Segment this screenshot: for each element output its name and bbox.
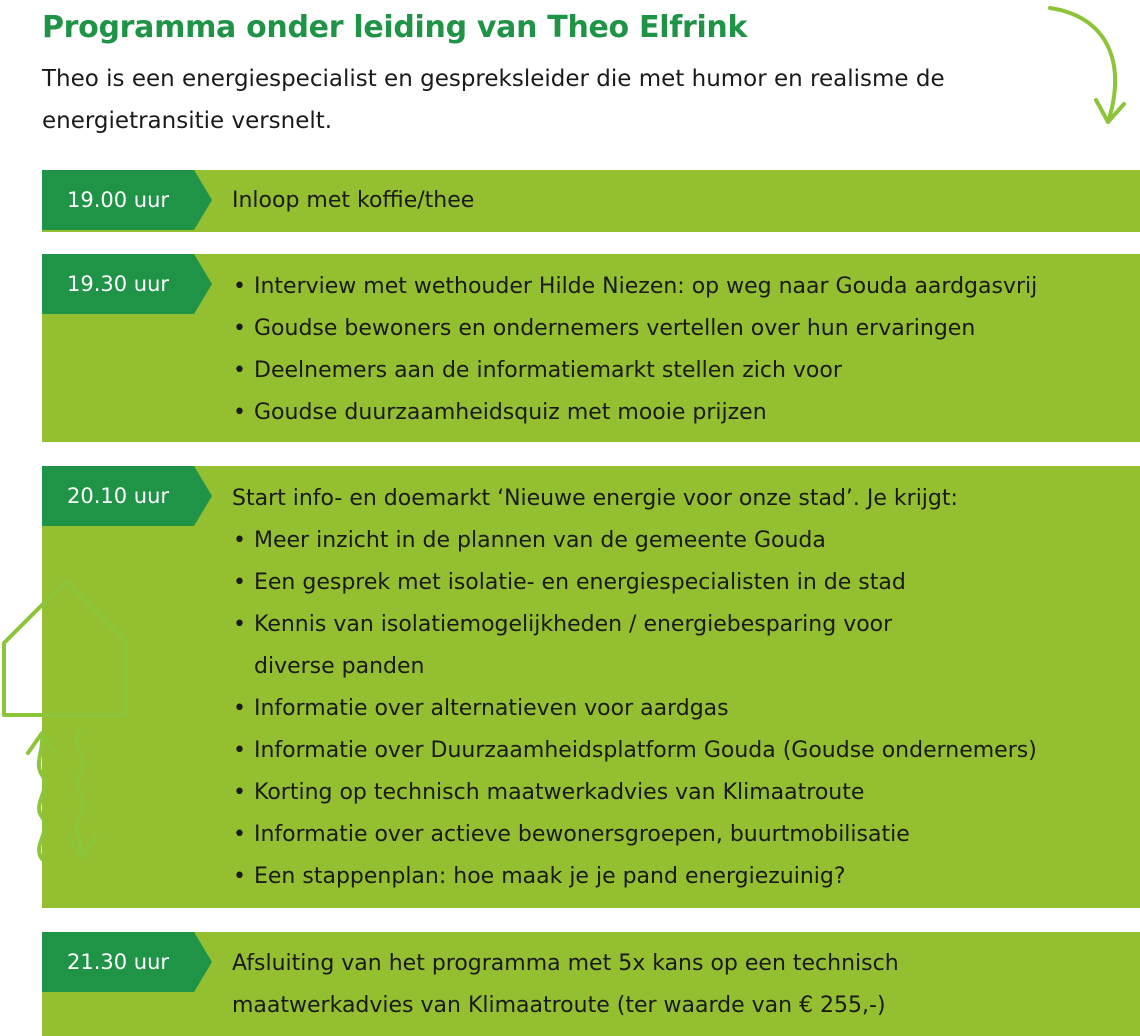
bullet-icon: •: [233, 696, 246, 721]
schedule-block-2130: [42, 932, 1140, 1036]
bullet-icon: •: [233, 316, 246, 341]
time-arrow: [194, 932, 212, 992]
list-item: • Interview met wethouder Hilde Niezen: op weg naar Gouda aardgasvrij: [232, 266, 1128, 308]
list-item: • Deelnemers aan de informatiemarkt stellen zich voor: [232, 350, 1128, 392]
list-item: • Informatie over alternatieven voor aardgas: [232, 688, 1128, 730]
time-label: 19.00 uur: [66, 188, 170, 212]
bullet-list: [232, 266, 1128, 434]
list-item: • Korting op technisch maatwerkadvies van Klimaatroute: [232, 772, 1128, 814]
block-text: Start info- en doemarkt ‘Nieuwe energie voor onze stad’. Je krijgt:: [232, 486, 958, 511]
bullet-icon: •: [233, 358, 246, 383]
list-item: • Kennis van isolatiemogelijkheden / energiebesparing voor diverse panden: [232, 604, 1128, 688]
bullet-icon: •: [233, 738, 246, 763]
time-arrow: [194, 170, 212, 230]
list-item: • Informatie over actieve bewonersgroepen, buurtmobilisatie: [232, 814, 1128, 856]
time-label: 19.30 uur: [66, 272, 170, 296]
block-text-line: Afsluiting van het programma met 5x kans op een technisch: [232, 951, 899, 976]
list-item: • Goudse duurzaamheidsquiz met mooie prijzen: [232, 392, 1128, 434]
bullet-icon: •: [233, 570, 246, 595]
bullet-icon: •: [233, 528, 246, 553]
list-item: • Een gesprek met isolatie- en energiespecialisten in de stad: [232, 562, 1128, 604]
list-item: • Informatie over Duurzaamheidsplatform Gouda (Goudse ondernemers): [232, 730, 1128, 772]
bullet-icon: •: [233, 822, 246, 847]
block-content: [232, 266, 1128, 434]
bullet-icon: •: [233, 612, 246, 637]
bullet-icon: •: [233, 864, 246, 889]
list-item: • Goudse bewoners en ondernemers vertellen over hun ervaringen: [232, 308, 1128, 350]
block-content: [232, 943, 1128, 1027]
block-content: [232, 180, 1128, 222]
bullet-icon: •: [233, 274, 246, 299]
time-label: 21.30 uur: [66, 950, 170, 974]
list-item-continuation: diverse panden: [254, 654, 425, 679]
time-arrow: [194, 254, 212, 314]
bullet-icon: •: [233, 400, 246, 425]
list-item: • Meer inzicht in de plannen van de gemeente Gouda: [232, 520, 1128, 562]
heat-waves-icon: [20, 725, 120, 865]
curved-arrow-icon: [1010, 0, 1140, 135]
time-label: 20.10 uur: [66, 484, 170, 508]
block-text: Inloop met koffie/thee: [232, 188, 475, 213]
schedule-block-1900: [42, 170, 1140, 232]
page-title: Programma onder leiding van Theo Elfrink: [42, 10, 748, 45]
intro-text: Theo is een energiespecialist en gespreksleider die met humor en realisme de energietransitie versnelt.: [42, 66, 945, 134]
bullet-icon: •: [233, 780, 246, 805]
schedule-block-1930: [42, 254, 1140, 442]
block-text-line: maatwerkadvies van Klimaatroute (ter waarde van € 255,-): [232, 993, 886, 1018]
schedule-block-2010: [42, 466, 1140, 908]
bullet-list: [232, 520, 1128, 898]
list-item: • Een stappenplan: hoe maak je je pand energiezuinig?: [232, 856, 1128, 898]
time-arrow: [194, 466, 212, 526]
house-outline-icon: [0, 575, 132, 720]
block-content: [232, 478, 1128, 898]
